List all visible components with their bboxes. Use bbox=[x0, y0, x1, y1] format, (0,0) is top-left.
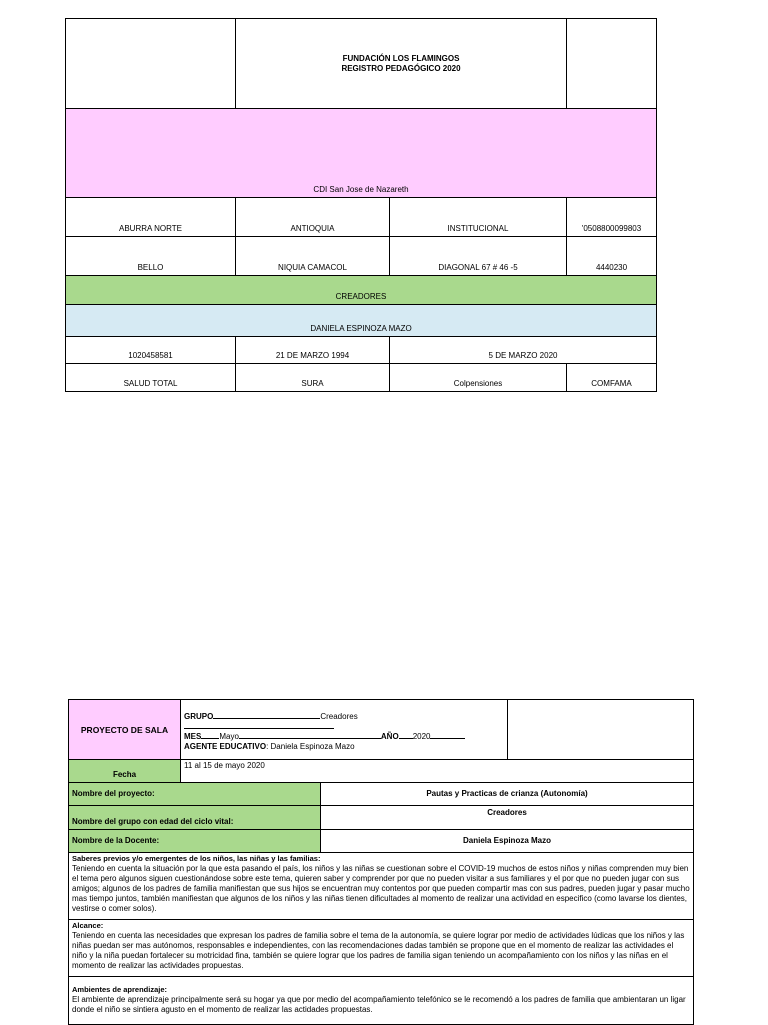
municipality: BELLO bbox=[66, 237, 236, 276]
cdi-name: CDI San Jose de Nazareth bbox=[66, 109, 657, 198]
ambientes-section bbox=[69, 977, 694, 1025]
saberes-section bbox=[69, 853, 694, 920]
agent-name: DANIELA ESPINOZA MAZO bbox=[66, 305, 657, 337]
anio-value: 2020 bbox=[412, 732, 431, 741]
department: ANTIOQUIA bbox=[236, 198, 390, 237]
pension: Colpensiones bbox=[390, 364, 567, 392]
eps: SALUD TOTAL bbox=[66, 364, 236, 392]
blank-cell bbox=[508, 700, 694, 760]
ambientes-title: Ambientes de aprendizaje: bbox=[72, 985, 168, 994]
saberes-text: Teniendo en cuenta la situación por la que esta pasando el país, los niños y las niñas se cuestionan sobre el COVID-19 muchos de estos niños y niñas comprenden muy bien el tema pero algunos siguen cuestionándose sobre este tema, quieren saber y comprender por que no pueden visitar a sus familiares y el por que no pueden jugar con sus amigos; algunos de los padres de familia manifiestan que sus hijos se encuentran muy contentos por que pueden compartir mas con sus padres, pueden jugar y pasar mucho mas tiempo juntos, también manifiestan que algunos de los niños y las niñas tienen dificultades al momento de realizar una actividad en especifico (como lavarse los dientes, vestirse o comer solos). bbox=[72, 864, 690, 913]
grupo-label: GRUPO bbox=[184, 712, 214, 721]
registro-header-table bbox=[65, 18, 657, 392]
agent-id: 1020458581 bbox=[66, 337, 236, 364]
title-line2: REGISTRO PEDAGÓGICO 2020 bbox=[341, 63, 461, 73]
alcance-title: Alcance: bbox=[72, 921, 104, 930]
grupo-ciclo-value: Creadores bbox=[321, 806, 694, 830]
document-title bbox=[236, 19, 567, 109]
group-name: CREADORES bbox=[66, 276, 657, 305]
neighborhood: NIQUIA CAMACOL bbox=[236, 237, 390, 276]
birth-date: 21 DE MARZO 1994 bbox=[236, 337, 390, 364]
anio-label: AÑO bbox=[380, 732, 399, 741]
fecha-label: Fecha bbox=[69, 760, 181, 783]
code: '0508800099803 bbox=[567, 198, 657, 237]
nombre-proyecto-label: Nombre del proyecto: bbox=[69, 783, 321, 806]
alcance-text: Teniendo en cuenta las necesidades que expresan los padres de familia sobre el tema de la autonomía, se quiere lograr por medio de actividades lúdicas que los niños y las niñas puedan ser mas autónomos, responsables e independientes, con las recomendaciones dadas también se propone que en el momento de realizar las actividades el niño y la niña puedan fortalecer su motricidad fina, también se quiere lograr que los padres de familia sigan teniendo un acompañamiento con los niños y las niñas en el momento de realizar las actividades propuestas. bbox=[72, 931, 685, 970]
alcance-section bbox=[69, 920, 694, 977]
agente-label: AGENTE EDUCATIVO bbox=[184, 742, 267, 751]
mes-label: MES bbox=[184, 732, 202, 741]
proyecto-sala-table bbox=[68, 699, 694, 1025]
logo-cell bbox=[66, 19, 236, 109]
arl: SURA bbox=[236, 364, 390, 392]
modality: INSTITUCIONAL bbox=[390, 198, 567, 237]
start-date: 5 DE MARZO 2020 bbox=[390, 337, 657, 364]
grupo-value: Creadores bbox=[320, 712, 358, 721]
docente-value: Daniela Espinoza Mazo bbox=[321, 830, 694, 853]
fecha-value: 11 al 15 de mayo 2020 bbox=[181, 760, 694, 783]
corner-cell bbox=[567, 19, 657, 109]
mes-value: Mayo bbox=[219, 732, 239, 741]
ambientes-text: El ambiente de aprendizaje principalmente será su hogar ya que por medio del acompañamiento telefónico se le recomendó a los padres de familia que ambientaran un ligar donde el niño se sintiera agusto en el momento de realizar las actidades propuestas. bbox=[72, 995, 686, 1014]
address: DIAGONAL 67 # 46 -5 bbox=[390, 237, 567, 276]
title-line1: FUNDACIÓN LOS FLAMINGOS bbox=[342, 53, 460, 63]
phone: 4440230 bbox=[567, 237, 657, 276]
nombre-proyecto-value: Pautas y Practicas de crianza (Autonomía) bbox=[321, 783, 694, 806]
region: ABURRA NORTE bbox=[66, 198, 236, 237]
grupo-ciclo-label: Nombre del grupo con edad del ciclo vital: bbox=[69, 806, 321, 830]
saberes-title: Saberes previos y/o emergentes de los niños, las niñas y las familias: bbox=[72, 854, 321, 863]
proyecto-label: PROYECTO DE SALA bbox=[69, 700, 181, 760]
project-header-info bbox=[181, 700, 508, 760]
agente-value: : Daniela Espinoza Mazo bbox=[266, 742, 355, 751]
docente-label: Nombre de la Docente: bbox=[69, 830, 321, 853]
caja: COMFAMA bbox=[567, 364, 657, 392]
